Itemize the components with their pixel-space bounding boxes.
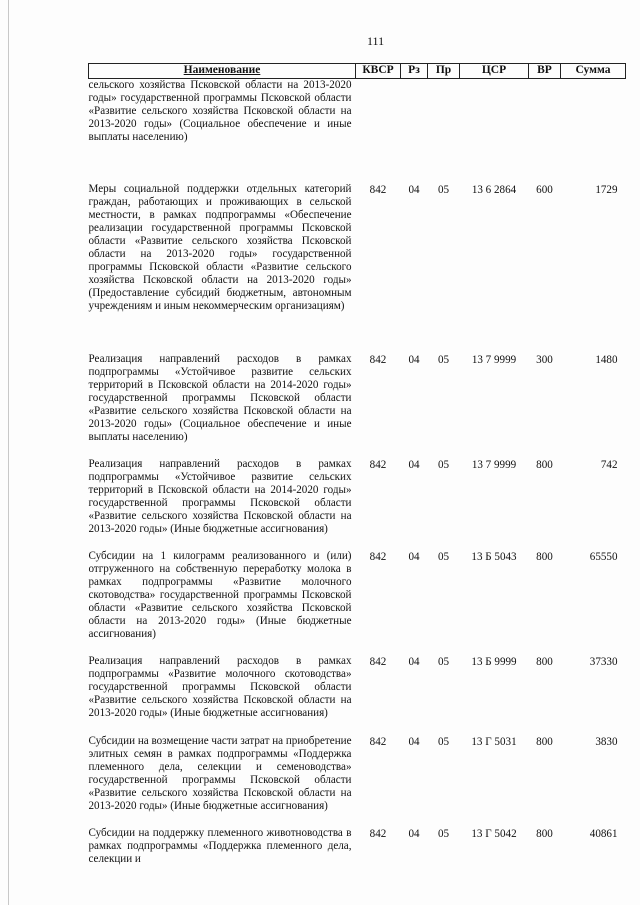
row-rz: 04 <box>408 550 420 563</box>
header-vr: ВР <box>529 64 561 79</box>
row-kvsr: 842 <box>369 655 387 668</box>
row-csr: 13 Г 5042 <box>471 827 517 840</box>
row-kvsr: 842 <box>369 735 387 748</box>
row-kvsr: 842 <box>369 827 387 840</box>
row-csr: 13 Б 9999 <box>471 655 517 668</box>
row-name: сельского хозяйства Псковской области на 2013-2020 годы» государственной программы Псковской области «Развитие сельского хозяйства Псковской области на 2013-2020 годы» (Социальное обеспечение и иные выплаты населению) <box>88 79 352 144</box>
row-kvsr: 842 <box>369 353 387 366</box>
header-csr: ЦСР <box>460 64 529 79</box>
row-vr: 800 <box>536 655 553 668</box>
row-csr: 13 6 2864 <box>471 183 517 196</box>
row-sum: 1729 <box>595 183 618 196</box>
row-vr: 800 <box>536 458 553 471</box>
row-pr: 05 <box>437 735 450 748</box>
row-pr: 05 <box>437 655 450 668</box>
row-rz: 04 <box>408 735 420 748</box>
row-rz: 04 <box>408 827 420 840</box>
row-rz <box>401 79 428 183</box>
row-name: Реализация направлений расходов в рамках подпрограммы «Развитие молочного скотоводства» государственной программы Псковской области «Развитие сельского хозяйства Псковской области на 2013-2020 годы» (Иные бюджетные ассигнования) <box>88 654 352 719</box>
row-sum: 1480 <box>595 353 618 366</box>
row-rz: 04 <box>408 655 420 668</box>
row-kvsr: 842 <box>369 550 387 563</box>
row-rz: 04 <box>408 353 420 366</box>
budget-table <box>88 63 626 867</box>
row-pr: 05 <box>437 183 450 196</box>
row-pr: 05 <box>437 353 450 366</box>
row-pr: 05 <box>437 458 450 471</box>
row-vr: 600 <box>536 183 553 196</box>
table-row <box>89 550 626 655</box>
row-csr: 13 7 9999 <box>471 458 517 471</box>
row-csr: 13 Г 5031 <box>471 735 517 748</box>
table-row <box>89 353 626 458</box>
table-row <box>89 458 626 550</box>
row-kvsr <box>356 79 401 183</box>
row-sum: 3830 <box>595 735 618 748</box>
row-sum: 742 <box>600 458 618 471</box>
table-row <box>89 735 626 827</box>
header-sum: Сумма <box>561 64 626 79</box>
row-vr: 800 <box>536 550 553 563</box>
row-sum <box>561 79 626 183</box>
header-name: Наименование <box>89 64 356 79</box>
row-rz: 04 <box>408 458 420 471</box>
row-pr: 05 <box>437 827 450 840</box>
table-row <box>89 827 626 867</box>
row-pr: 05 <box>437 550 450 563</box>
row-name: Реализация направлений расходов в рамках подпрограммы «Устойчивое развитие сельских территорий в Псковской области на 2014-2020 годы» государственной программы Псковской области «Развитие сельского хозяйства Псковской области на 2013-2020 годы» (Иные бюджетные ассигнования) <box>88 457 352 535</box>
row-name: Меры социальной поддержки отдельных категорий граждан, работающих и проживающих в сельской местности, в рамках подпрограммы «Обеспечение реализации государственной программы Псковской области «Развитие сельского хозяйства Псковской области на 2013-2020 годы» государственной программы Псковской области «Развитие сельского хозяйства Псковской области на 2013-2020 годы» (Предоставление субсидий бюджетным, автономным учреждениям и иным некоммерческим организациям) <box>88 182 352 313</box>
header-kvsr: КВСР <box>356 64 401 79</box>
row-name: Реализация направлений расходов в рамках подпрограммы «Устойчивое развитие сельских территорий в Псковской области на 2014-2020 годы» государственной программы Псковской области «Развитие сельского хозяйства Псковской области на 2013-2020 годы» (Социальное обеспечение и иные выплаты населению) <box>88 352 352 444</box>
row-csr: 13 Б 5043 <box>471 550 517 563</box>
row-rz: 04 <box>408 183 420 196</box>
row-sum: 40861 <box>589 827 618 840</box>
row-name: Субсидии на 1 килограмм реализованного и (или) отгруженного на собственную переработку молока в рамках подпрограммы «Развитие молочного скотоводства» государственной программы Псковской области «Развитие сельского хозяйства Псковской области на 2013-2020 годы» (Иные бюджетные ассигнования) <box>88 549 352 641</box>
header-pr: Пр <box>428 64 460 79</box>
table-row <box>89 79 626 183</box>
row-kvsr: 842 <box>369 183 387 196</box>
row-csr <box>460 79 529 183</box>
row-sum: 65550 <box>589 550 618 563</box>
header-rz: Рз <box>401 64 428 79</box>
row-csr: 13 7 9999 <box>471 353 517 366</box>
table-header-row <box>89 64 626 79</box>
table-row <box>89 183 626 353</box>
scan-edge-line <box>8 0 9 905</box>
row-name: Субсидии на возмещение части затрат на приобретение элитных семян в рамках подпрограммы «Поддержка племенного дела, селекции и семеноводства» государственной программы Псковской области «Развитие сельского хозяйства Псковской области на 2013-2020 годы» (Иные бюджетные ассигнования) <box>88 734 352 812</box>
row-pr <box>428 79 460 183</box>
row-vr <box>529 79 561 183</box>
page-number: 111 <box>367 34 385 48</box>
row-name: Субсидии на поддержку племенного животноводства в рамках подпрограммы «Поддержка племенного дела, селекции и <box>88 826 352 865</box>
row-sum: 37330 <box>589 655 618 668</box>
row-vr: 300 <box>536 353 553 366</box>
table-row <box>89 655 626 735</box>
row-kvsr: 842 <box>369 458 387 471</box>
row-vr: 800 <box>536 735 553 748</box>
row-vr: 800 <box>536 827 553 840</box>
